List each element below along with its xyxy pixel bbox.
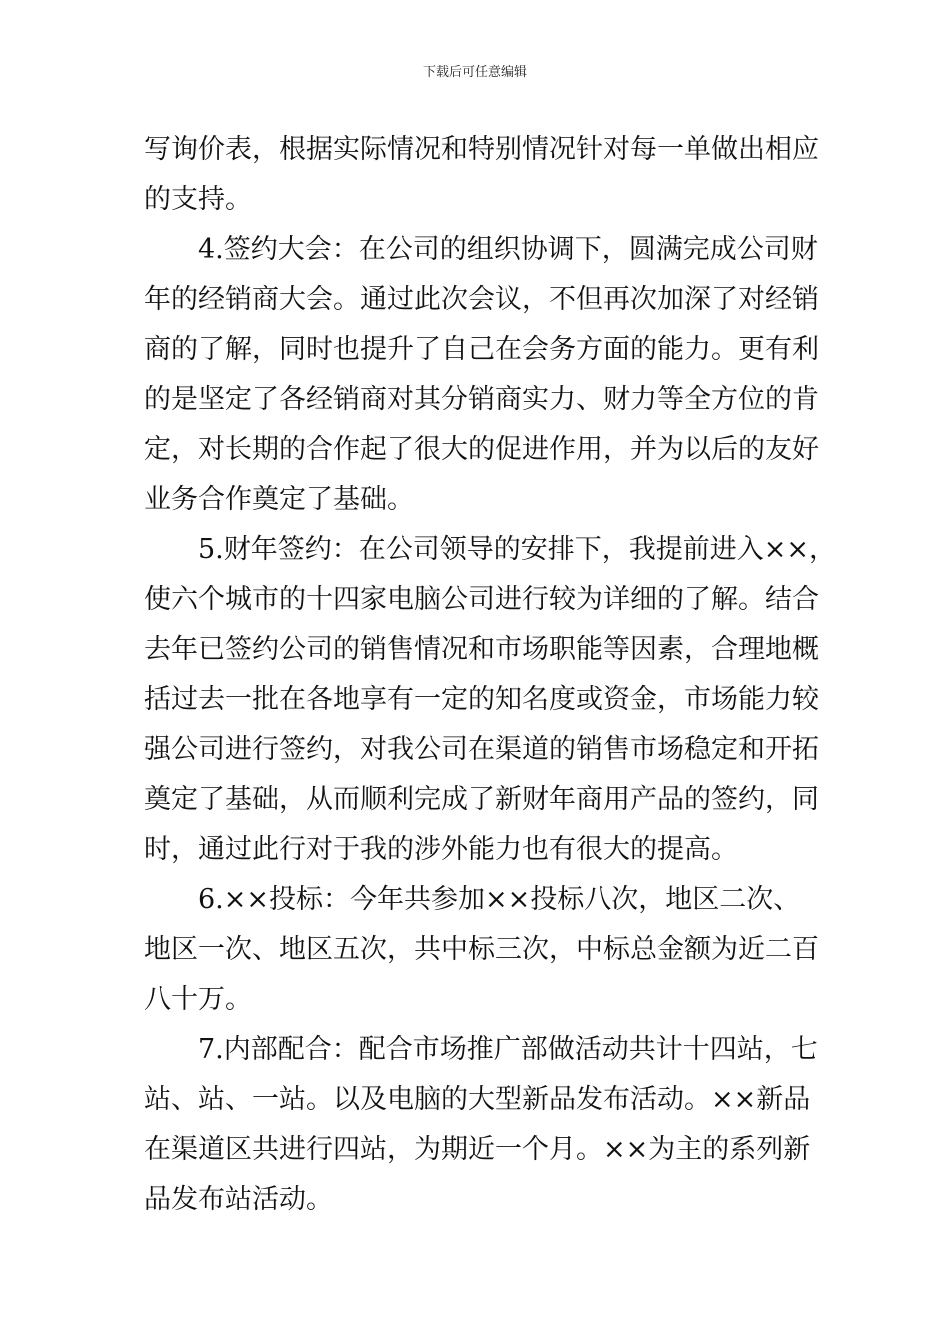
text-line: 品发布站活动。	[144, 1184, 333, 1215]
text-line: 7.内部配合：配合市场推广部做活动共计十四站，七	[198, 1034, 818, 1065]
text-line: 在渠道区共进行四站，为期近一个月。××为主的系列新	[144, 1134, 811, 1165]
text-line: 的是坚定了各经销商对其分销商实力、财力等全方位的肯	[144, 384, 819, 415]
text-line: 时，通过此行对于我的涉外能力也有很大的提高。	[144, 834, 738, 865]
text-line: 奠定了基础，从而顺利完成了新财年商用产品的签约，同	[144, 784, 819, 815]
text-line: 定，对长期的合作起了很大的促进作用，并为以后的友好	[144, 434, 819, 465]
text-line: 使六个城市的十四家电脑公司进行较为详细的了解。结合	[144, 584, 819, 615]
text-line: 地区一次、地区五次，共中标三次，中标总金额为近二百	[144, 934, 819, 965]
text-line: 站、站、一站。以及电脑的大型新品发布活动。××新品	[144, 1084, 811, 1115]
text-line: 的支持。	[144, 184, 252, 215]
text-line: 括过去一批在各地享有一定的知名度或资金，市场能力较	[144, 684, 819, 715]
text-line: 写询价表，根据实际情况和特别情况针对每一单做出相应	[144, 134, 819, 165]
text-line: 八十万。	[144, 984, 252, 1015]
text-line: 商的了解，同时也提升了自己在会务方面的能力。更有利	[144, 334, 819, 365]
text-line: 强公司进行签约，对我公司在渠道的销售市场稳定和开拓	[144, 734, 819, 765]
page-header: 下载后可任意编辑	[422, 65, 527, 80]
text-line: 4.签约大会：在公司的组织协调下，圆满完成公司财	[198, 234, 818, 265]
text-line: 去年已签约公司的销售情况和市场职能等因素，合理地概	[144, 634, 819, 665]
text-line: 年的经销商大会。通过此次会议，不但再次加深了对经销	[144, 284, 819, 315]
text-line: 业务合作奠定了基础。	[144, 484, 414, 515]
text-line: 5.财年签约：在公司领导的安排下，我提前进入××，	[198, 534, 837, 565]
document-body	[144, 125, 837, 1225]
text-line: 6.××投标：今年共参加××投标八次，地区二次、	[198, 884, 801, 915]
